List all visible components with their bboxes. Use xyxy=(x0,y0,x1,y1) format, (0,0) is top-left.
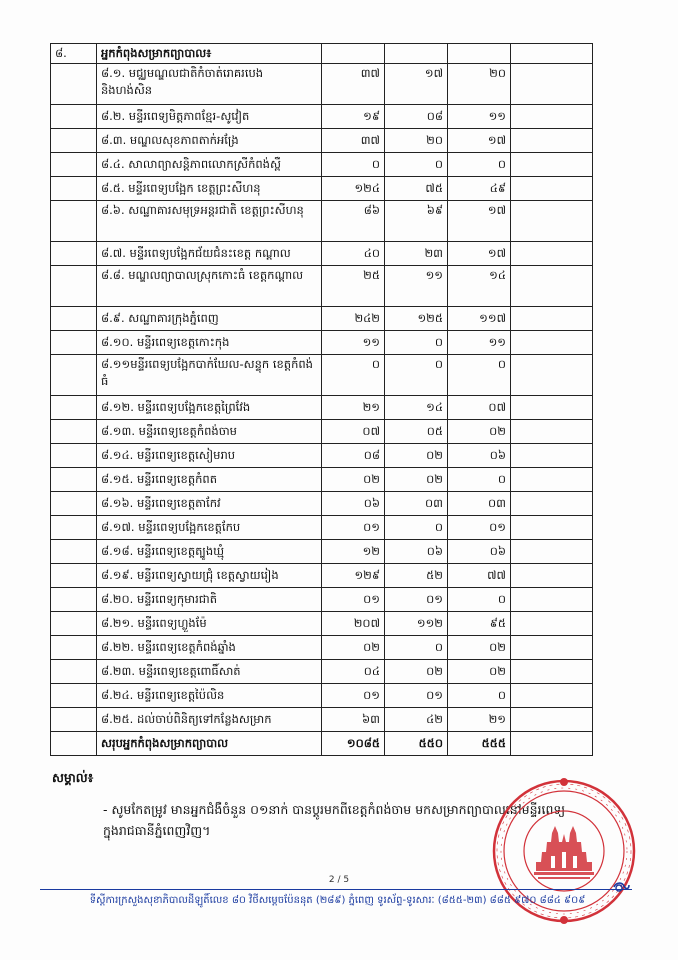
empty-cell xyxy=(511,516,593,540)
table-row xyxy=(51,420,593,444)
row-index-cell xyxy=(51,396,97,420)
count-total: ៤០ xyxy=(322,242,385,266)
count-male: ០១ xyxy=(385,588,448,612)
notes-section xyxy=(52,770,93,789)
facility-name: ៨.១២. មន្ទីរពេទ្យបង្អែកខេត្តព្រៃវែង xyxy=(97,396,322,420)
empty-cell xyxy=(511,684,593,708)
count-female: ០៣ xyxy=(448,492,511,516)
count-male: ២៣ xyxy=(385,242,448,266)
table-body xyxy=(51,44,593,756)
ministry-logo-icon xyxy=(612,880,630,894)
empty-cell xyxy=(511,242,593,266)
facility-name: ៨.១០. មន្ទីរពេទ្យខេត្តកោះកុង xyxy=(97,331,322,355)
count-male: ០២ xyxy=(385,660,448,684)
count-total: ០ xyxy=(322,153,385,177)
count-male: ១៤ xyxy=(385,396,448,420)
table-row xyxy=(51,331,593,355)
section-header-row xyxy=(51,44,593,64)
table-row xyxy=(51,129,593,153)
count-male: ៧៥ xyxy=(385,177,448,201)
count-male: ៦៩ xyxy=(385,201,448,242)
count-female: ១៧ xyxy=(448,242,511,266)
row-index-cell xyxy=(51,129,97,153)
count-female: ២១ xyxy=(448,708,511,732)
empty-cell xyxy=(511,355,593,396)
section-index: ៨. xyxy=(51,44,97,64)
row-index-cell xyxy=(51,636,97,660)
count-male: ០១ xyxy=(385,684,448,708)
count-male: ០ xyxy=(385,153,448,177)
count-male: ០ xyxy=(385,516,448,540)
section-title: អ្នកកំពុងសម្រាកព្យាបាល៖ xyxy=(97,44,322,64)
facility-name: ៨.៤. សាលាព្យាសន្តិភាពលោកស្រីកំពង់ស្ពឺ xyxy=(97,153,322,177)
total-male: ៥៥០ xyxy=(385,732,448,756)
count-male: ០ xyxy=(385,636,448,660)
count-total: ០២ xyxy=(322,636,385,660)
count-male: ០៥ xyxy=(385,420,448,444)
row-index-cell xyxy=(51,492,97,516)
total-row xyxy=(51,732,593,756)
empty-cell xyxy=(511,612,593,636)
table-row xyxy=(51,242,593,266)
count-male: ០៦ xyxy=(385,540,448,564)
empty-cell xyxy=(511,564,593,588)
table-row xyxy=(51,396,593,420)
count-female: ២០ xyxy=(448,64,511,105)
table-row xyxy=(51,153,593,177)
empty-cell xyxy=(511,420,593,444)
count-male: ១១ xyxy=(385,266,448,307)
count-total: ១២៩ xyxy=(322,564,385,588)
total-female: ៥៥៥ xyxy=(448,732,511,756)
row-index-cell xyxy=(51,105,97,129)
row-index-cell xyxy=(51,153,97,177)
table-row xyxy=(51,492,593,516)
table-row xyxy=(51,516,593,540)
table-row xyxy=(51,588,593,612)
empty-cell xyxy=(511,177,593,201)
count-total: ០៦ xyxy=(322,492,385,516)
count-female: ៩៥ xyxy=(448,612,511,636)
row-index-cell xyxy=(51,612,97,636)
facility-name: ៨.២៣. មន្ទីរពេទ្យខេត្តពោធិ៍សាត់ xyxy=(97,660,322,684)
count-male: ០២ xyxy=(385,444,448,468)
empty-cell xyxy=(511,540,593,564)
facility-name: ៨.២៤. មន្ទីរពេទ្យខេត្តប៉ៃលិន xyxy=(97,684,322,708)
facility-name: ៨.៨. មណ្ឌលព្យាបាលស្រុកកោះធំ ខេត្តកណ្តាល xyxy=(97,266,322,307)
count-female: ០ xyxy=(448,355,511,396)
footer-divider xyxy=(40,889,632,890)
count-total: ១២៤ xyxy=(322,177,385,201)
empty-cell xyxy=(511,492,593,516)
count-total: ១១ xyxy=(322,331,385,355)
facility-name: ៨.៧. មន្ទីរពេទ្យបង្អែកជ័យជំនះខេត្ត កណ្តាល xyxy=(97,242,322,266)
row-index-cell xyxy=(51,468,97,492)
row-index-cell xyxy=(51,307,97,331)
count-female: ៤៩ xyxy=(448,177,511,201)
count-female: ១៧ xyxy=(448,129,511,153)
table-row xyxy=(51,201,593,242)
count-total: ១២ xyxy=(322,540,385,564)
count-female: ០ xyxy=(448,153,511,177)
table-row xyxy=(51,177,593,201)
facility-name: ៨.១៩. មន្ទីរពេទ្យស្វាយជ្រុំ ខេត្តស្វាយរៀង xyxy=(97,564,322,588)
facility-name: ៨.២. មន្ទីរពេទ្យមិត្តភាពខ្មែរ-សូវៀត xyxy=(97,105,322,129)
empty-cell xyxy=(511,307,593,331)
empty-cell xyxy=(511,105,593,129)
facility-name: ៨.១១មន្ទីរពេទ្យបង្អែកបាក់ឃែល-សន្ទុក ខេត្តកំពង់ធំ xyxy=(97,355,322,396)
count-female: ១១ xyxy=(448,105,511,129)
count-female: ១៧ xyxy=(448,201,511,242)
count-female: ០ xyxy=(448,468,511,492)
table-row xyxy=(51,564,593,588)
count-female: ០២ xyxy=(448,660,511,684)
count-male: ០៨ xyxy=(385,105,448,129)
count-total: ០២ xyxy=(322,468,385,492)
facility-name: ៨.២៥. ដល់ចាប់ពិនិត្យទៅកន្លែងសម្រាក xyxy=(97,708,322,732)
facility-name: ៨.៦. សណ្ឋាគារសមុទ្រអន្តរជាតិ ខេត្តព្រះសីហនុ xyxy=(97,201,322,242)
total-label: សរុបអ្នកកំពុងសម្រាកព្យាបាល xyxy=(97,732,322,756)
empty-cell xyxy=(511,732,593,756)
count-female: ១៤ xyxy=(448,266,511,307)
count-total: ០៤ xyxy=(322,660,385,684)
table-row xyxy=(51,612,593,636)
table-row xyxy=(51,64,593,105)
row-index-cell xyxy=(51,708,97,732)
patients-table xyxy=(50,43,593,756)
row-index-cell xyxy=(51,444,97,468)
count-male: ០៣ xyxy=(385,492,448,516)
row-index-cell xyxy=(51,64,97,105)
count-total: ០៧ xyxy=(322,420,385,444)
count-male: ១៧ xyxy=(385,64,448,105)
count-female: ០១ xyxy=(448,516,511,540)
count-male: ០២ xyxy=(385,468,448,492)
notes-text: - សូមកែតម្រូវ មានអ្នកជំងឺចំនួន ០១នាក់ បានប្តូរមកពីខេត្តកំពង់ចាម មកសម្រាកព្យាបាលនៅមន្ទីរពេទ្យ ក្នុងរាជធានីភ្នំពេញវិញ។ xyxy=(103,802,566,838)
empty-cell xyxy=(511,129,593,153)
facility-name: ៨.១៣. មន្ទីរពេទ្យខេត្តកំពង់ចាម xyxy=(97,420,322,444)
table-row xyxy=(51,468,593,492)
row-index-cell xyxy=(51,201,97,242)
count-total: ០ xyxy=(322,355,385,396)
row-index-cell xyxy=(51,177,97,201)
facility-name: ៨.៣. មណ្ឌលសុខភាពតាក់អង្រែ xyxy=(97,129,322,153)
table-row xyxy=(51,266,593,307)
count-female: ៧៧ xyxy=(448,564,511,588)
empty-cell xyxy=(511,201,593,242)
count-total: ៣៧ xyxy=(322,64,385,105)
total-count: ១០៨៥ xyxy=(322,732,385,756)
row-index-cell xyxy=(51,564,97,588)
count-total: ២០៧ xyxy=(322,612,385,636)
facility-name: ៨.៩. សណ្ឋាគារក្រុងភ្នំពេញ xyxy=(97,307,322,331)
table-row xyxy=(51,660,593,684)
facility-name: ៨.១. មជ្ឈមណ្ឌលជាតិកំចាត់រោគរបេង និងហង់សិន xyxy=(97,64,322,105)
count-female: ០២ xyxy=(448,420,511,444)
count-female: ០ xyxy=(448,684,511,708)
row-index-cell xyxy=(51,355,97,396)
count-female: ០២ xyxy=(448,636,511,660)
count-male: ០ xyxy=(385,355,448,396)
count-total: ៨៦ xyxy=(322,201,385,242)
count-total: ៦៣ xyxy=(322,708,385,732)
empty-cell xyxy=(511,331,593,355)
count-male: ២០ xyxy=(385,129,448,153)
count-female: ០៦ xyxy=(448,444,511,468)
row-index-cell xyxy=(51,588,97,612)
table-row xyxy=(51,105,593,129)
empty-cell xyxy=(511,660,593,684)
count-total: ២៥ xyxy=(322,266,385,307)
empty-cell xyxy=(511,396,593,420)
row-index-cell xyxy=(51,266,97,307)
row-index-cell xyxy=(51,660,97,684)
facility-name: ៨.១៧. មន្ទីរពេទ្យបង្អែកខេត្តកែប xyxy=(97,516,322,540)
count-female: ០៦ xyxy=(448,540,511,564)
count-male: ៥២ xyxy=(385,564,448,588)
count-female: ១១ xyxy=(448,331,511,355)
empty-cell xyxy=(511,588,593,612)
facility-name: ៨.១៥. មន្ទីរពេទ្យខេត្តកំពត xyxy=(97,468,322,492)
table-row xyxy=(51,540,593,564)
table-row xyxy=(51,708,593,732)
count-female: ០៧ xyxy=(448,396,511,420)
empty-cell xyxy=(511,266,593,307)
page-number: 2 / 5 xyxy=(328,875,350,885)
count-total: ០៨ xyxy=(322,444,385,468)
count-female: ០ xyxy=(448,588,511,612)
facility-name: ៨.១៦. មន្ទីរពេទ្យខេត្តតាកែវ xyxy=(97,492,322,516)
row-index-cell xyxy=(51,420,97,444)
count-total: ១៩ xyxy=(322,105,385,129)
notes-title: សម្គាល់៖ xyxy=(52,770,94,785)
facility-name: ៨.៥. មន្ទីរពេទ្យបង្អែក ខេត្តព្រះសីហនុ xyxy=(97,177,322,201)
facility-name: ៨.១៨. មន្ទីរពេទ្យខេត្តត្បូងឃ្មុំ xyxy=(97,540,322,564)
count-male: ១១២ xyxy=(385,612,448,636)
footer-address: ទីស្តីការក្រសួងសុខាភិបាលដីឡូតិ៍លេខ ៨០ វិថីសម្តេចប៉ែននុត (២៨៩) ភ្នំពេញ ទូរស័ព្ទ-ទូរសារៈ (៨៥៥-២៣) ៨៨៥ ៩៧០ ៨៨៤ ៩០៩ xyxy=(89,895,586,906)
count-total: ០១ xyxy=(322,684,385,708)
table-row xyxy=(51,355,593,396)
table-row xyxy=(51,684,593,708)
count-total: ០១ xyxy=(322,516,385,540)
row-index-cell xyxy=(51,732,97,756)
facility-name: ៨.១៤. មន្ទីរពេទ្យខេត្តសៀមរាប xyxy=(97,444,322,468)
row-index-cell xyxy=(51,684,97,708)
row-index-cell xyxy=(51,540,97,564)
empty-cell xyxy=(511,636,593,660)
table-row xyxy=(51,636,593,660)
empty-cell xyxy=(511,708,593,732)
table-row xyxy=(51,307,593,331)
facility-name: ៨.២២. មន្ទីរពេទ្យខេត្តកំពង់ឆ្នាំង xyxy=(97,636,322,660)
count-total: ០១ xyxy=(322,588,385,612)
count-total: ៣៧ xyxy=(322,129,385,153)
count-male: ១២៥ xyxy=(385,307,448,331)
empty-cell xyxy=(511,468,593,492)
empty-cell xyxy=(511,444,593,468)
row-index-cell xyxy=(51,331,97,355)
count-total: ២៤២ xyxy=(322,307,385,331)
count-female: ១១៧ xyxy=(448,307,511,331)
empty-cell xyxy=(511,153,593,177)
facility-name: ៨.២១. មន្ទីរពេទ្យហ្លួងម៉ែ xyxy=(97,612,322,636)
count-total: ២១ xyxy=(322,396,385,420)
row-index-cell xyxy=(51,242,97,266)
facility-name: ៨.២០. មន្ទីរពេទ្យកុមារជាតិ xyxy=(97,588,322,612)
row-index-cell xyxy=(51,516,97,540)
count-male: ៤២ xyxy=(385,708,448,732)
count-male: ០ xyxy=(385,331,448,355)
empty-cell xyxy=(511,64,593,105)
table-row xyxy=(51,444,593,468)
